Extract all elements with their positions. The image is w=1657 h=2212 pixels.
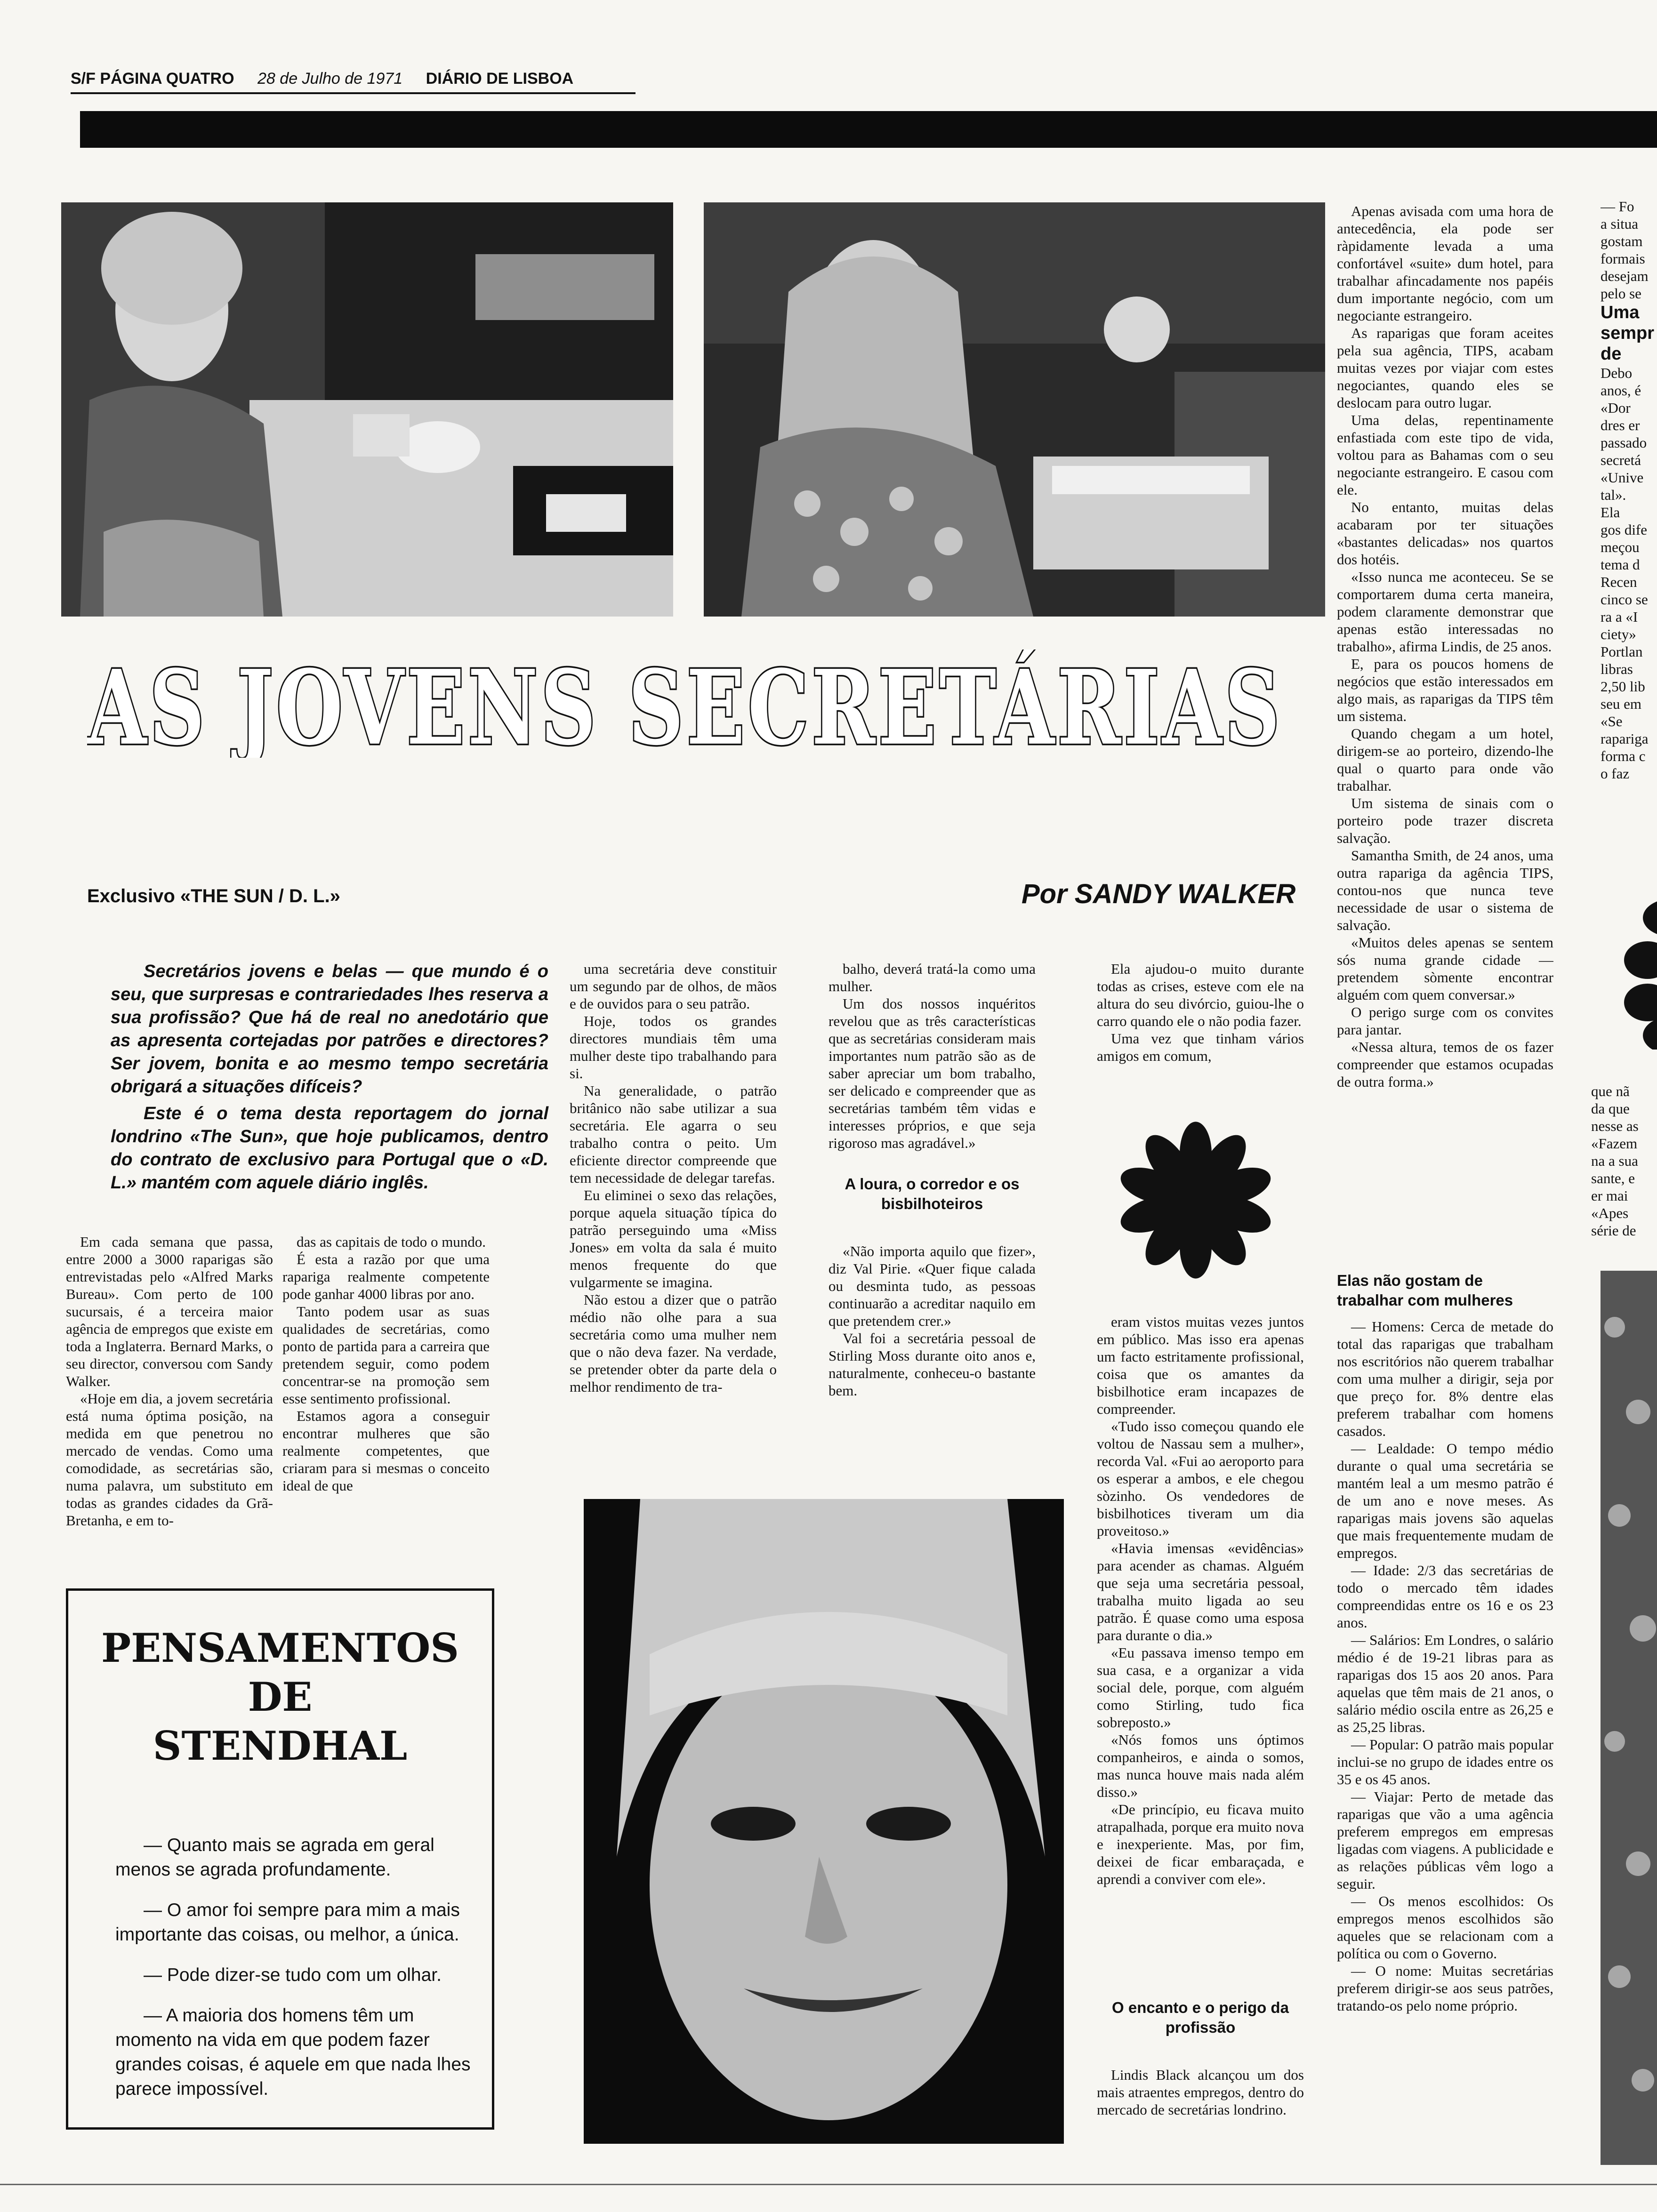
paragraph: Apenas avisada com uma hora de antecedência, ela pode ser ràpidamente levada a uma confortável «suite» dum hotel, para trabalhar afincadamente nos papéis dum importante negócio, com um negociante estrangeiro. xyxy=(1337,203,1553,324)
paragraph: Ela ajudou-o muito durante todas as crises, esteve com ele na altura do seu divórcio, guiou-lhe o carro quando ele o não podia fazer. xyxy=(1097,961,1304,1029)
cropped-line: «Se xyxy=(1601,713,1623,729)
paragraph: O perigo surge com os convites para jantar. xyxy=(1337,1004,1553,1038)
masthead-date: 28 de Julho de 1971 xyxy=(257,70,403,88)
headline-text: AS JOVENS SECRETÁRIAS xyxy=(87,649,1283,758)
cropped-line: ra a «I xyxy=(1601,609,1638,625)
cropped-line: sante, e xyxy=(1591,1170,1635,1186)
box-title-line: PENSAMENTOS xyxy=(101,1625,459,1671)
cropped-line: desejam xyxy=(1601,268,1649,284)
stendhal-box xyxy=(66,1588,494,2130)
byline: Por SANDY WALKER xyxy=(1022,879,1296,909)
paragraph: É esta a razão por que uma rapariga realmente competente pode ganhar 4000 libras por ano. xyxy=(282,1251,490,1302)
paragraph: Tanto podem usar as suas qualidades de secretárias, como ponto de partida para a carreira que pretendem seguir, como podem concentrar-se na promoção sem esse sentimento profissional. xyxy=(282,1303,490,1407)
paragraph: Estamos agora a conseguir encontrar mulheres que são realmente competentes, que criaram para si mesmas o conceito ideal de que xyxy=(282,1408,490,1494)
cropped-next-page-column-lower xyxy=(1591,1082,1657,1242)
masthead xyxy=(71,70,635,88)
paragraph: «Isso nunca me aconteceu. Se se comportarem duma certa maneira, podem claramente demonstrar que apenas estão interessadas no trabalho», afirma Lindis, de 25 anos. xyxy=(1337,569,1553,655)
masthead-rule xyxy=(71,92,635,94)
paragraph: «Nessa altura, temos de os fazer compreender que estamos ocupadas de outra forma.» xyxy=(1337,1039,1553,1090)
cropped-line: dres er xyxy=(1601,417,1640,433)
cropped-line: tema d xyxy=(1601,556,1640,573)
article-column-4 xyxy=(828,960,1036,1172)
paragraph: Val foi a secretária pessoal de Stirling Moss durante oito anos e, naturalmente, conheceu-o bastante bem. xyxy=(828,1330,1036,1399)
paragraph: Hoje, todos os grandes directores mundiais têm uma mulher deste tipo trabalhando para si. xyxy=(570,1013,777,1082)
box-title-line: DE xyxy=(248,1674,313,1720)
cropped-line: «Apes xyxy=(1591,1205,1629,1221)
article-column-5 xyxy=(1097,960,1304,1101)
masthead-newspaper: DIÁRIO DE LISBOA xyxy=(426,70,574,88)
cropped-line: Ela xyxy=(1601,504,1620,521)
cropped-line: sempr xyxy=(1601,323,1655,343)
stendhal-quote: — Quanto mais se agrada em geral menos se agrada profundamente. xyxy=(115,1835,434,1880)
masthead-section: S/F PÁGINA QUATRO xyxy=(71,70,234,88)
paragraph: — O nome: Muitas secretárias preferem dirigir-se aos seus patrões, tratando-os pelo nome próprio. xyxy=(1337,1963,1553,2014)
stendhal-quote: — O amor foi sempre para mim a mais importante das coisas, ou melhor, a única. xyxy=(115,1900,460,1945)
cropped-line: Debo xyxy=(1601,365,1633,381)
cropped-line: «Dor xyxy=(1601,400,1631,416)
paragraph: «Eu passava imenso tempo em sua casa, e a organizar a vida social dele, porque, com alguém como Stirling, tudo fica sobreposto.» xyxy=(1097,1644,1304,1731)
bottom-rule xyxy=(0,2184,1657,2185)
paragraph: Lindis Black alcançou um dos mais atraentes empregos, dentro do mercado de secretárias londrino. xyxy=(1097,2067,1304,2118)
cropped-line: na a sua xyxy=(1591,1153,1638,1169)
cropped-line: gostam xyxy=(1601,233,1643,249)
cropped-line: passado xyxy=(1601,434,1647,451)
article-column-2 xyxy=(282,1233,490,1563)
cropped-line: libras xyxy=(1601,661,1633,677)
cropped-line: a situa xyxy=(1601,216,1639,232)
cropped-line: da que xyxy=(1591,1100,1630,1117)
stendhal-quotes xyxy=(115,1833,473,2117)
article-column-1 xyxy=(66,1233,273,1563)
paragraph: Um dos nossos inquéritos revelou que as três características que as secretárias consideram mais importantes num patrão são as de saber apreciar um bom trabalho, ser delicado e compreender que as secretárias também têm vidas e interesses próprios, e que seja rigoroso mas agradável.» xyxy=(828,995,1036,1151)
article-column-6 xyxy=(1337,202,1553,1238)
cropped-line: Uma xyxy=(1601,303,1640,322)
cropped-line: «Unive xyxy=(1601,469,1644,486)
paragraph: Um sistema de sinais com o porteiro pode trazer discreta salvação. xyxy=(1337,795,1553,846)
lede-paragraph: Este é o tema desta reportagem do jornal londrino «The Sun», que hoje publicamos, dentro do contrato de exclusivo para Portugal que o «D. L.» mantém com aquele diário inglês. xyxy=(111,1104,548,1193)
paragraph: — Salários: Em Londres, o salário médio é de 19-21 libras para as raparigas dos 15 aos 20 anos. Para aquelas que têm mais de 21 anos, o salário médio oscila entre as 26,25 e as 25,25 libras. xyxy=(1337,1632,1553,1735)
paragraph: uma secretária deve constituir um segundo par de olhos, de mãos e de ouvidos para o seu patrão. xyxy=(570,961,777,1012)
black-band xyxy=(80,111,1657,148)
article-column-3 xyxy=(570,960,777,1515)
cropped-next-page-column xyxy=(1601,198,1657,782)
article-column-4b xyxy=(828,1242,1036,1478)
paragraph: «Havia imensas «evidências» para acender as chamas. Alguém que seja uma secretária pessoal, trabalha muito ligada ao seu patrão. É quase como uma esposa para durante o dia.» xyxy=(1097,1540,1304,1643)
cropped-line: meçou xyxy=(1601,539,1640,555)
paragraph: Uma delas, repentinamente enfastiada com este tipo de vida, voltou para as Bahamas com o seu negociante estrangeiro. E casou com ele. xyxy=(1337,412,1553,498)
paragraph: «De princípio, eu ficava muito atrapalhada, porque era muito nova e inexperiente. Mas, por fim, deixei de ficar embaraçada, e aprendi a conviver com ele». xyxy=(1097,1801,1304,1887)
article-column-5c xyxy=(1097,2066,1304,2146)
paragraph: Eu eliminei o sexo das relações, porque aquela situação típica do patrão perseguindo uma «Miss Jones» em volta da sala é muito menos frequente do que vulgarmente se imagina. xyxy=(570,1187,777,1290)
cropped-line: rapariga xyxy=(1601,730,1649,747)
paragraph: «Nós fomos uns óptimos companheiros, e ainda o somos, mas nunca houve mais nada além disso.» xyxy=(1097,1731,1304,1800)
stendhal-quote: — Pode dizer-se tudo com um olhar. xyxy=(144,1965,442,1985)
paragraph: Samantha Smith, de 24 anos, uma outra rapariga da agência TIPS, contou-nos que nunca teve necessidade de usar o sistema de salvação. xyxy=(1337,847,1553,933)
cropped-line: secretá xyxy=(1601,452,1641,468)
photo-cropped-right xyxy=(1601,1271,1657,2165)
paragraph: balho, deverá tratá-la como uma mulher. xyxy=(828,961,1036,994)
paragraph: As raparigas que foram aceites pela sua agência, TIPS, acabam muitas vezes por viajar com estes negociantes, quando eles se deslocam para outro lugar. xyxy=(1337,325,1553,411)
cropped-line: «Fazem xyxy=(1591,1135,1638,1152)
cropped-line: seu em xyxy=(1601,696,1641,712)
paragraph: E, para os poucos homens de negócios que estão interessados em algo mais, as raparigas da TIPS têm um sistema. xyxy=(1337,656,1553,724)
box-title-line: STENDHAL xyxy=(153,1723,408,1769)
cropped-line: er mai xyxy=(1591,1187,1628,1204)
cropped-line: nesse as xyxy=(1591,1118,1639,1134)
cropped-line: ciety» xyxy=(1601,626,1636,642)
flower-ornament-icon xyxy=(1116,1120,1276,1280)
cropped-line: 2,50 lib xyxy=(1601,678,1645,695)
paragraph: — Lealdade: O tempo médio durante o qual uma secretária se mantém leal a um mesmo patrão é de um ano e nove meses. As raparigas mais jovens são aquelas que mais frequentemente mudam de empregos. xyxy=(1337,1440,1553,1561)
exclusive-credit: Exclusivo «THE SUN / D. L.» xyxy=(87,886,340,906)
paragraph: — Idade: 2/3 das secretárias de todo o mercado têm idades compreendidas entre os 16 e os 23 anos. xyxy=(1337,1562,1553,1631)
cropped-line: tal». xyxy=(1601,487,1626,503)
paragraph: Não estou a dizer que o patrão médio não olhe para a sua secretária como uma mulher nem que o não deva fazer. Na verdade, se pretender obter da parte dela o melhor rendimento de tra- xyxy=(570,1291,777,1395)
photo-secretary-desk xyxy=(61,202,673,617)
paragraph: — Viajar: Perto de metade das raparigas que vão a uma agência preferem empregos em empresas ligadas com viagens. A publicidade e as relações públicas vêm logo a seguir. xyxy=(1337,1788,1553,1892)
subhead-blonde-corridor: A loura, o corredor e os bisbilhoteiros xyxy=(845,1175,1020,1212)
subhead-charm-danger: O encanto e o perigo da profissão xyxy=(1112,1999,1289,2036)
paragraph: Na generalidade, o patrão britânico não sabe utilizar a sua secretária. Ele agarra o seu trabalho contra o peito. Um eficiente director compreende que tem necessidade de delegar tarefas. xyxy=(570,1082,777,1186)
cropped-line: anos, é xyxy=(1601,382,1641,399)
article-column-6b xyxy=(1337,1318,1553,2165)
headline xyxy=(87,649,1292,758)
stendhal-box-title xyxy=(68,1624,492,1771)
paragraph: «Não importa aquilo que fizer», diz Val Pirie. «Quer fique calada ou desminta tudo, as pessoas continuarão a acreditar naquilo em que pretendem crer.» xyxy=(828,1243,1036,1329)
cropped-line: forma c xyxy=(1601,748,1646,764)
cropped-line: série de xyxy=(1591,1222,1636,1239)
partial-flower-icon xyxy=(1615,894,1657,1050)
cropped-line: de xyxy=(1601,344,1622,364)
cropped-line: Portlan xyxy=(1601,643,1643,660)
cropped-line: o faz xyxy=(1601,765,1630,782)
photo-secretary-typewriter xyxy=(704,202,1325,617)
cropped-line: que nã xyxy=(1591,1083,1630,1099)
cropped-line: Recen xyxy=(1601,574,1637,590)
paragraph: «Muitos deles apenas se sentem sós numa grande cidade — pretendem sòmente encontrar alguém com quem conversar.» xyxy=(1337,934,1553,1003)
paragraph: — Popular: O patrão mais popular inclui-se no grupo de idades entre os 35 e os 45 anos. xyxy=(1337,1736,1553,1787)
photo-portrait-lindis xyxy=(584,1499,1064,2144)
cropped-line: formais xyxy=(1601,250,1645,267)
stendhal-quote: — A maioria dos homens têm um momento na vida em que podem fazer grandes coisas, é aquele em que nada lhes parece impossível. xyxy=(115,2005,471,2099)
paragraph: — Homens: Cerca de metade do total das raparigas que trabalham nos escritórios não querem trabalhar com uma mulher a dirigir, seja por que preço for. 8% dentre elas preferem trabalhar com homens casados. xyxy=(1337,1318,1553,1439)
paragraph: das as capitais de todo o mundo. xyxy=(297,1234,486,1250)
article-column-5b xyxy=(1097,1313,1304,1934)
paragraph: Em cada semana que passa, entre 2000 a 3000 raparigas são entrevistadas pelo «Alfred Marks Bureau». Com perto de 100 sucursais, é a terceira maior agência de empregos que existe em toda a Inglaterra. Bernard Marks, o seu director, conversou com Sandy Walker. xyxy=(66,1234,273,1389)
paragraph: «Tudo isso começou quando ele voltou de Nassau sem a mulher», recorda Val. «Fui ao aeroporto para os esperar a ambos, e ele chegou sòzinho. Os vendedores de bisbilhotices tiveram um dia proveitoso.» xyxy=(1097,1418,1304,1539)
paragraph: Uma vez que tinham vários amigos em comum, xyxy=(1097,1030,1304,1064)
lede-paragraph: Secretários jovens e belas — que mundo é o seu, que surpresas e contrariedades lhes reserva a sua profissão? Que há de real no anedotário que as apresenta cortejadas por patrões e directores? Ser jovem, bonita e ao mesmo tempo secretária obrigará a situações difíceis? xyxy=(111,962,548,1097)
cropped-line: pelo se xyxy=(1601,285,1641,302)
cropped-line: cinco se xyxy=(1601,591,1648,608)
paragraph: — Os menos escolhidos: Os empregos menos escolhidos são aqueles que se relacionam com a política ou com o Governo. xyxy=(1337,1893,1553,1962)
paragraph: Quando chegam a um hotel, dirigem-se ao porteiro, dizendo-lhe qual o quarto para onde vão trabalhar. xyxy=(1337,725,1553,794)
paragraph: No entanto, muitas delas acabaram por ter situações «bastantes delicadas» nos quartos dos hotéis. xyxy=(1337,499,1553,568)
cropped-line: gos dife xyxy=(1601,521,1648,538)
paragraph: eram vistos muitas vezes juntos em público. Mas isso era apenas um facto estritamente profissional, coisa que os amantes da bisbilhotice eram incapazes de compreender. xyxy=(1097,1314,1304,1417)
paragraph: «Hoje em dia, a jovem secretária está numa óptima posição, na medida em que penetrou no mercado de vendas. Como uma comodidade, as secretárias são, numa palavra, um substituto em todas as grandes cidades da Grã-Bretanha, e em to- xyxy=(66,1390,273,1529)
subhead-women: Elas não gostam de trabalhar com mulheres xyxy=(1337,1272,1513,1309)
lede xyxy=(111,960,548,1198)
cropped-line: — Fo xyxy=(1601,198,1634,215)
